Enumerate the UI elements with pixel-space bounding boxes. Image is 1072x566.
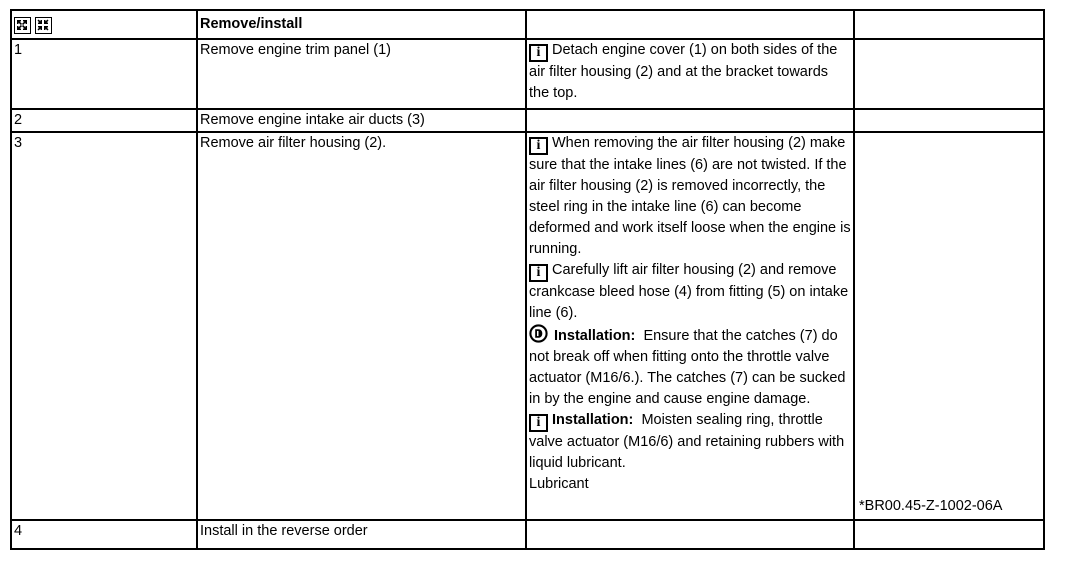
caution-icon[interactable] (529, 324, 548, 343)
step-number: 2 (11, 109, 197, 132)
table-row (11, 39, 1044, 109)
header-remove-install: Remove/install (197, 10, 526, 39)
collapse-all-icon[interactable] (35, 17, 52, 34)
step-action: Remove engine intake air ducts (3) (197, 109, 526, 132)
header-icons-cell (11, 10, 197, 39)
step-notes (526, 132, 854, 520)
note: i Detach engine cover (1) on both sides of the air filter housing (2) and at the bracket towards the top. (529, 42, 838, 101)
table-row (11, 132, 1044, 520)
table-row (11, 109, 1044, 132)
header-notes (526, 10, 854, 39)
step-action: Remove engine trim panel (1) (197, 39, 526, 109)
step-ref (854, 520, 1044, 549)
note: i When removing the air filter housing (2) make sure that the intake lines (6) are not twisted. If the air filter housing (2) is removed incorrectly, the steel ring in the intake line (6) can become deformed and work itself loose when the engine is running. (529, 135, 851, 257)
step-notes (526, 39, 854, 109)
table-row (11, 520, 1044, 549)
step-number: 3 (11, 132, 197, 520)
note: i Carefully lift air filter housing (2) and remove crankcase bleed hose (4) from fitting (5) on intake line (6). (529, 262, 849, 321)
info-icon[interactable]: i (529, 44, 548, 62)
note: Installation: Ensure that the catches (7) do not break off when fitting onto the throttle valve actuator (M16/6.). The catches (7) can be sucked in by the engine and cause engine damage. (529, 324, 851, 410)
table-header-row (11, 10, 1044, 39)
note: i Installation: Moisten sealing ring, throttle valve actuator (M16/6) and retaining rubbers with liquid lubricant. (529, 412, 845, 471)
step-ref (854, 109, 1044, 132)
header-ref (854, 10, 1044, 39)
step-number: 1 (11, 39, 197, 109)
info-icon[interactable]: i (529, 414, 548, 432)
info-icon[interactable]: i (529, 137, 548, 155)
expand-all-icon[interactable] (14, 17, 31, 34)
step-ref (854, 39, 1044, 109)
step-ref[interactable]: *BR00.45-Z-1002-06A (859, 498, 1003, 514)
step-number: 4 (11, 520, 197, 549)
step-notes (526, 520, 854, 549)
procedure-table (10, 9, 1045, 550)
step-action: Install in the reverse order (197, 520, 526, 549)
lubricant-label: Lubricant (529, 476, 589, 492)
step-action: Remove air filter housing (2). (197, 132, 526, 520)
step-ref-cell (854, 132, 1044, 520)
info-icon[interactable]: i (529, 264, 548, 282)
step-notes (526, 109, 854, 132)
